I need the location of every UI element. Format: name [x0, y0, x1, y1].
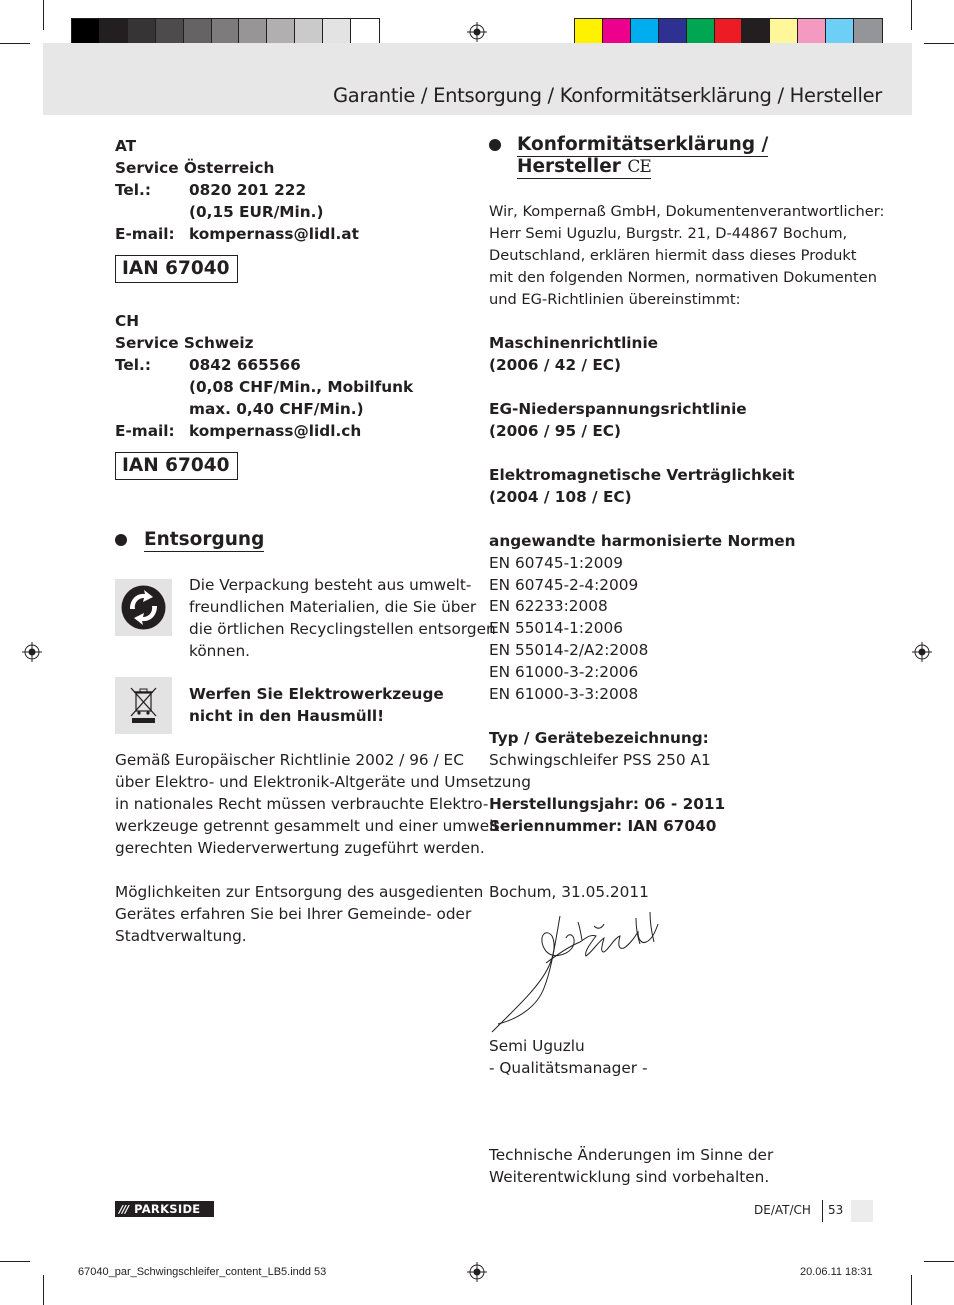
directive-name: Elektromagnetische Verträglichkeit — [489, 466, 795, 484]
color-swatch — [323, 19, 351, 45]
color-swatch — [742, 19, 770, 45]
slug-filename: 67040_par_Schwingschleifer_content_LB5.indd 53 — [78, 1266, 327, 1278]
crossed-bin-icon — [115, 677, 172, 734]
directive-number: (2006 / 95 / EC) — [489, 422, 621, 440]
section-heading-hersteller: Hersteller CE — [517, 156, 651, 177]
signature-icon — [486, 908, 666, 1036]
ian-box-at: IAN 67040 — [115, 255, 238, 283]
service-at-name: Service Österreich — [115, 159, 275, 177]
place-date: Bochum, 31.05.2011 — [489, 883, 649, 901]
color-swatch — [826, 19, 854, 45]
registration-mark-bottom-icon — [467, 1262, 487, 1282]
service-ch-country: CH — [115, 312, 140, 330]
color-swatch — [351, 19, 379, 45]
recycling-icon — [115, 579, 172, 636]
page-number: 53 — [828, 1203, 844, 1217]
section-heading-konformitaet: Konformitätserklärung / — [517, 134, 769, 155]
options-text-line: Gerätes erfahren Sie bei Ihrer Gemeinde- oder — [115, 905, 472, 923]
options-text-line: Möglichkeiten zur Entsorgung des ausgedienten — [115, 883, 484, 901]
footer-lang: DE/AT/CH — [754, 1203, 811, 1217]
service-at-email-label: E-mail: — [115, 225, 175, 243]
intro-text-line: Herr Semi Uguzlu, Burgstr. 21, D-44867 Bochum, — [489, 225, 848, 242]
bullet-icon — [115, 534, 127, 546]
type-value: Schwingschleifer PSS 250 A1 — [489, 751, 711, 769]
norm-item: EN 60745-2-4:2009 — [489, 576, 639, 594]
bullet-icon — [489, 139, 501, 151]
color-swatch — [128, 19, 156, 45]
color-swatch — [798, 19, 826, 45]
color-swatch — [295, 19, 323, 45]
color-swatch — [715, 19, 743, 45]
service-at-tel-label: Tel.: — [115, 181, 151, 199]
ian-box-ch: IAN 67040 — [115, 452, 238, 480]
directive-text-line: werkzeuge getrennt gesammelt und einer umwelt- — [115, 817, 505, 835]
service-at-country: AT — [115, 137, 137, 155]
norms-heading: angewandte harmonisierte Normen — [489, 532, 796, 550]
type-label: Typ / Gerätebezeichnung: — [489, 729, 709, 747]
service-at-tel-note: (0,15 EUR/Min.) — [189, 203, 324, 221]
section-heading-entsorgung: Entsorgung — [144, 529, 265, 550]
norm-item: EN 55014-2/A2:2008 — [489, 641, 649, 659]
color-swatch-bar — [574, 18, 883, 46]
directive-name: EG-Niederspannungsrichtlinie — [489, 400, 747, 418]
service-ch-tel-label: Tel.: — [115, 356, 151, 374]
packaging-text-line: die örtlichen Recyclingstellen entsorgen — [189, 620, 496, 638]
disclaimer-line: Technische Änderungen im Sinne der — [489, 1146, 774, 1164]
warning-text-line: Werfen Sie Elektrowerkzeuge — [189, 685, 444, 703]
service-ch-tel-note-1: (0,08 CHF/Min., Mobilfunk — [189, 378, 414, 396]
packaging-text-line: können. — [189, 642, 251, 660]
color-swatch — [770, 19, 798, 45]
gray-swatch-bar — [71, 18, 380, 46]
intro-text-line: Deutschland, erklären hiermit dass dieses Produkt — [489, 247, 857, 264]
signer-role: - Qualitätsmanager - — [489, 1059, 648, 1077]
color-swatch — [72, 19, 100, 45]
directive-text-line: gerechten Wiederverwertung zugeführt werden. — [115, 839, 485, 857]
color-swatch — [575, 19, 603, 45]
directive-text-line: in nationales Recht müssen verbrauchte Elektro- — [115, 795, 489, 813]
color-swatch — [184, 19, 212, 45]
norm-item: EN 61000-3-2:2006 — [489, 663, 639, 681]
service-ch-email[interactable]: kompernass@lidl.ch — [189, 422, 362, 440]
directive-number: (2006 / 42 / EC) — [489, 356, 621, 374]
color-swatch — [603, 19, 631, 45]
service-ch-name: Service Schweiz — [115, 334, 254, 352]
options-text-line: Stadtverwaltung. — [115, 927, 247, 945]
service-at-tel: 0820 201 222 — [189, 181, 307, 199]
parkside-logo: /// PARKSIDE — [115, 1201, 214, 1217]
norm-item: EN 61000-3-3:2008 — [489, 685, 639, 703]
color-swatch — [212, 19, 240, 45]
manufacture-year: Herstellungsjahr: 06 - 2011 — [489, 795, 726, 813]
footer-separator — [822, 1200, 823, 1222]
color-swatch — [267, 19, 295, 45]
directive-number: (2004 / 108 / EC) — [489, 488, 632, 506]
color-swatch — [854, 19, 882, 45]
registration-mark-left-icon — [22, 642, 42, 662]
norm-item: EN 60745-1:2009 — [489, 554, 623, 572]
serial-number: Seriennummer: IAN 67040 — [489, 817, 717, 835]
page-title: Garantie / Entsorgung / Konformitätserklärung / Hersteller — [332, 84, 882, 107]
color-swatch — [156, 19, 184, 45]
ce-mark-icon: CE — [627, 157, 651, 177]
signer-name: Semi Uguzlu — [489, 1037, 585, 1055]
disclaimer-line: Weiterentwicklung sind vorbehalten. — [489, 1168, 770, 1186]
color-swatch — [239, 19, 267, 45]
norm-item: EN 55014-1:2006 — [489, 619, 623, 637]
registration-mark-top-icon — [467, 22, 487, 42]
intro-text-line: Wir, Kompernaß GmbH, Dokumentenverantwortlicher: — [489, 203, 885, 220]
service-ch-tel: 0842 665566 — [189, 356, 301, 374]
directive-text-line: Gemäß Europäischer Richtlinie 2002 / 96 / EC — [115, 751, 464, 769]
color-swatch — [100, 19, 128, 45]
service-at-email[interactable]: kompernass@lidl.at — [189, 225, 359, 243]
norm-item: EN 62233:2008 — [489, 597, 608, 615]
service-ch-tel-note-2: max. 0,40 CHF/Min.) — [189, 400, 364, 418]
intro-text-line: und EG-Richtlinien übereinstimmt: — [489, 291, 741, 308]
registration-mark-right-icon — [912, 642, 932, 662]
color-swatch — [659, 19, 687, 45]
page-number-tab — [851, 1200, 873, 1222]
slug-datetime: 20.06.11 18:31 — [800, 1266, 873, 1278]
service-ch-email-label: E-mail: — [115, 422, 175, 440]
color-swatch — [631, 19, 659, 45]
packaging-text-line: freundlichen Materialien, die Sie über — [189, 598, 477, 616]
packaging-text-line: Die Verpackung besteht aus umwelt- — [189, 576, 472, 594]
directive-text-line: über Elektro- und Elektronik-Altgeräte und Umsetzung — [115, 773, 531, 791]
warning-text-line: nicht in den Hausmüll! — [189, 707, 385, 725]
color-swatch — [687, 19, 715, 45]
intro-text-line: mit den folgenden Normen, normativen Dokumenten — [489, 269, 877, 286]
directive-name: Maschinenrichtlinie — [489, 334, 659, 352]
